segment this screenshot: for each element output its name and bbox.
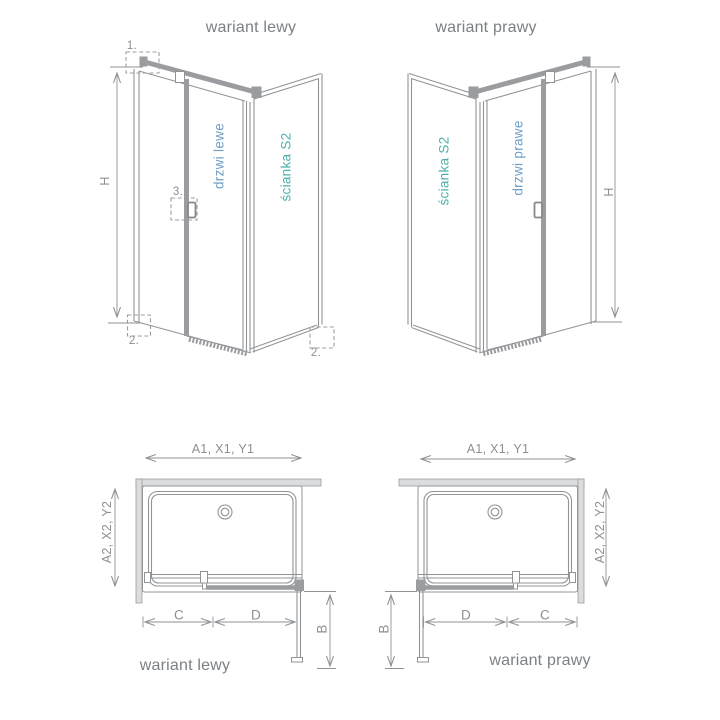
segment-d-left: D [250,607,262,623]
wall-top [399,479,584,486]
s2-wall-endcap [418,658,429,663]
right-plan-view [385,459,606,669]
plan-right-title: wariant prawy [489,652,591,669]
wall-profile-fitting [570,573,576,583]
width-dim-right: A1, X1, Y1 [466,442,530,456]
wall-left [136,479,142,603]
rail-end-cap [140,57,148,67]
roller-carriage [176,72,185,83]
wall-profile-fitting [145,573,151,583]
door-label-left: drzwi lewe [211,122,227,190]
side-dim-left: B [314,624,330,634]
door-handle [188,203,196,218]
door-handle [535,203,543,218]
wall-label-left: ścianka S2 [278,132,294,202]
door-bottom-rail [189,339,247,354]
panel-door-bracket [513,572,520,584]
panel-door-bracket [201,572,208,584]
left-3d-view [108,52,334,354]
depth-dim-left: A2, X2, Y2 [100,500,114,564]
height-label-right: H [602,187,616,197]
rail-end-cap [583,57,591,67]
left-plan-view [115,458,336,669]
width-dim-left: A1, X1, Y1 [191,442,255,456]
dim-h-left [108,67,143,323]
door-label-right: drzwi prawe [510,120,526,196]
door-bottom-rail [483,339,541,354]
wall-top [136,479,321,486]
roller-carriage [546,72,555,83]
right-variant-title: wariant prawy [435,19,537,36]
callout-1: 1. [126,40,138,52]
segment-c-right: C [539,607,551,623]
right-3d-glass-lines [408,69,596,353]
corner-bracket-plan [295,580,305,592]
wall-right [578,479,584,603]
depth-dim-right: A2, X2, Y2 [593,500,607,564]
corner-bracket [252,87,262,99]
corner-bracket [469,87,479,99]
plan-left-title: wariant lewy [139,657,231,674]
s2-wall-endcap [292,658,303,663]
callout-2-right: 2. [310,347,322,359]
left-variant-title: wariant lewy [205,19,297,36]
side-dim-right: B [376,624,392,634]
callout-2-left: 2. [128,335,140,347]
segment-c-left: C [173,607,185,623]
segment-d-right: D [460,607,472,623]
wall-label-right: ścianka S2 [436,136,452,206]
callout-box-bottom-right [310,327,334,348]
shower-tray [418,486,578,592]
left-3d-glass-lines [134,69,322,353]
callout-3: 3. [172,186,184,198]
corner-bracket-plan [416,580,426,592]
height-label-left: H [98,176,112,186]
shower-tray [143,486,303,592]
